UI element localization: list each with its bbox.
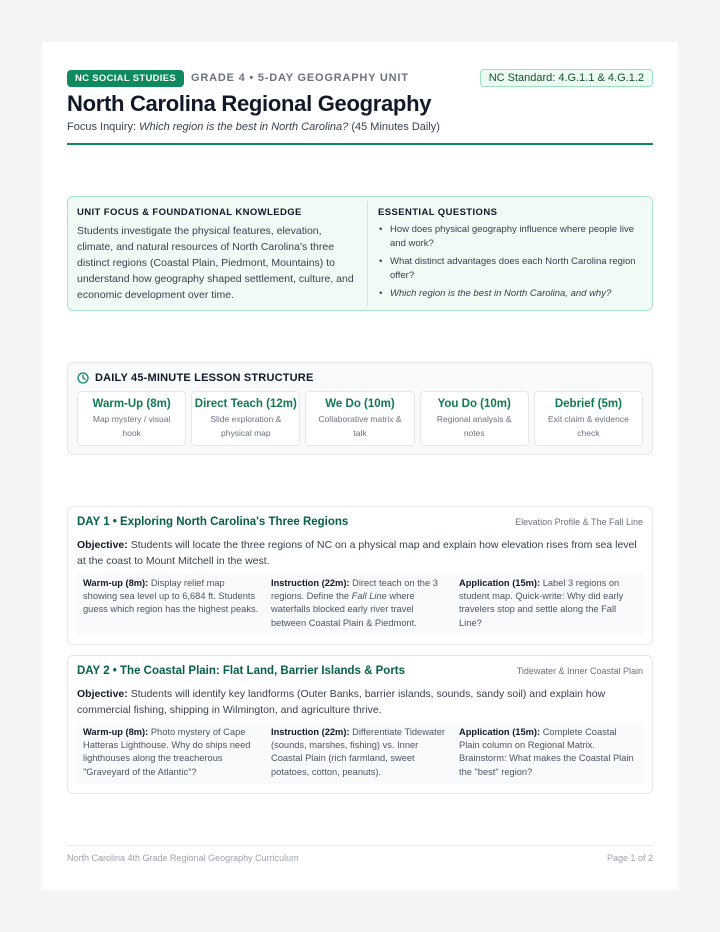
page-footer: [67, 853, 653, 863]
unit-focus-heading: UNIT FOCUS & FOUNDATIONAL KNOWLEDGE: [77, 207, 302, 218]
lesson-step-card: [534, 391, 643, 446]
header-meta-row: [67, 69, 653, 87]
lesson-step-desc: Regional analysis & notes: [436, 414, 512, 438]
instruction-label: Instruction (22m):: [271, 578, 350, 588]
lesson-step-card: [191, 391, 300, 446]
application-text: Label 3 regions on student map. Quick-write: Why did early travelers stop and settle along the Fall Line?: [459, 578, 624, 628]
lesson-step-title: We Do (10m): [325, 398, 395, 410]
lesson-step-card: [305, 391, 414, 446]
focus-label: Focus Inquiry:: [67, 121, 137, 133]
lesson-step-desc: Exit claim & evidence check: [548, 414, 629, 438]
unit-focus-text: Students investigate the physical features, elevation, climate, and natural resources of North Carolina's three distinct regions (Coastal Plain, Piedmont, Mountains) to understand how geography shaped settlement, culture, and economic development over time.: [77, 225, 354, 301]
lesson-structure-box: [67, 362, 653, 455]
lesson-step-title: Warm-Up (8m): [92, 398, 171, 410]
warmup-text: Photo mystery of Cape Hatteras Lighthouse. Why do ships need lighthouses along the treacherous "Graveyard of the Atlantic"?: [83, 727, 251, 777]
subject-badge: NC SOCIAL STUDIES: [67, 70, 184, 87]
lesson-structure-header: [77, 372, 313, 384]
unit-focus-section: [68, 201, 368, 306]
day-activities: [77, 573, 643, 635]
day-title: DAY 2 • The Coastal Plain: Flat Land, Barrier Islands & Ports: [77, 665, 406, 677]
lesson-step-cards: [77, 391, 643, 446]
unit-focus-box: [67, 196, 653, 311]
instruction-activity: [271, 577, 449, 631]
instruction-emphasis: Fall Line: [351, 591, 387, 602]
objective-label: Objective:: [77, 539, 128, 551]
instruction-text: Differentiate Tidewater (sounds, marshes, fishing) vs. Inner Coastal Plain (rich farmland, sweet potatoes, cotton, peanuts).: [271, 727, 445, 777]
application-activity: [459, 577, 637, 631]
essential-questions-section: [368, 201, 652, 306]
header-divider: [67, 143, 653, 145]
standard-badge: NC Standard: 4.G.1.1 & 4.G.1.2: [480, 69, 653, 87]
application-text: Complete Coastal Plain column on Regional Matrix. Brainstorm: What makes the Coastal Plain the "best" region?: [459, 727, 634, 777]
essential-question-item: • How does physical geography influence where people live and work?: [378, 223, 642, 251]
lesson-step-card: [77, 391, 186, 446]
application-label: Application (15m):: [459, 578, 541, 588]
instruction-label: Instruction (22m):: [271, 727, 350, 737]
lesson-step-card: [420, 391, 529, 446]
warmup-label: Warm-up (8m):: [83, 727, 149, 737]
footer-divider: [67, 845, 653, 846]
essential-questions-heading: ESSENTIAL QUESTIONS: [378, 207, 498, 218]
lesson-step-title: Debrief (5m): [554, 398, 622, 410]
focus-time: (45 Minutes Daily): [351, 121, 440, 133]
day-title: DAY 1 • Exploring North Carolina's Three Regions: [77, 516, 349, 528]
day-1-section: [67, 506, 653, 645]
warmup-text: Display relief map showing sea level up to 6,684 ft. Students guess which region has the highest peaks.: [83, 578, 259, 615]
objective-text: Students will identify key landforms (Outer Banks, barrier islands, sounds, sandy soil) and explain how commercial fishing, shipping in Wilmington, and agriculture thrive.: [77, 688, 606, 716]
warmup-activity: [83, 726, 261, 780]
essential-question-item: • Which region is the best in North Carolina, and why?: [378, 287, 642, 301]
lesson-step-desc: Map mystery / visual hook: [92, 414, 171, 438]
day-activities: [77, 722, 643, 784]
lesson-step-desc: Collaborative matrix & talk: [318, 414, 402, 438]
lesson-step-title: You Do (10m): [437, 398, 511, 410]
focus-inquiry: [67, 121, 653, 133]
day-objective: [77, 687, 643, 718]
day-tag: Elevation Profile & The Fall Line: [515, 517, 643, 527]
day-header: [77, 516, 643, 528]
warmup-activity: [83, 577, 261, 631]
lesson-structure-title: DAILY 45-MINUTE LESSON STRUCTURE: [95, 372, 314, 384]
day-header: [77, 665, 643, 677]
lesson-step-desc: Slide exploration & physical map: [210, 414, 282, 438]
day-2-section: [67, 655, 653, 794]
application-activity: [459, 726, 637, 780]
essential-questions-list: [378, 223, 642, 301]
lesson-step-title: Direct Teach (12m): [194, 398, 297, 410]
essential-question-item: • What distinct advantages does each North Carolina region offer?: [378, 255, 642, 283]
instruction-text: Direct teach on the 3 regions. Define the: [271, 578, 438, 602]
warmup-label: Warm-up (8m):: [83, 578, 149, 588]
focus-question: Which region is the best in North Carolina?: [139, 121, 349, 133]
application-label: Application (15m):: [459, 727, 541, 737]
grade-unit-label: GRADE 4 • 5-DAY GEOGRAPHY UNIT: [191, 72, 409, 84]
day-objective: [77, 538, 643, 569]
instruction-activity: [271, 726, 449, 780]
objective-label: Objective:: [77, 688, 128, 700]
footer-curriculum-name: North Carolina 4th Grade Regional Geography Curriculum: [67, 853, 299, 863]
document-page: [42, 42, 678, 890]
objective-text: Students will locate the three regions of NC on a physical map and explain how elevation rises from sea level at the coast to Mount Mitchell in the west.: [77, 539, 637, 567]
page-title: North Carolina Regional Geography: [67, 91, 432, 116]
clock-icon: [77, 372, 89, 384]
day-tag: Tidewater & Inner Coastal Plain: [516, 666, 643, 676]
instruction-text-cont: where waterfalls blocked early river travel between Coastal Plain & Piedmont.: [271, 591, 417, 628]
page-number: Page 1 of 2: [606, 853, 653, 863]
